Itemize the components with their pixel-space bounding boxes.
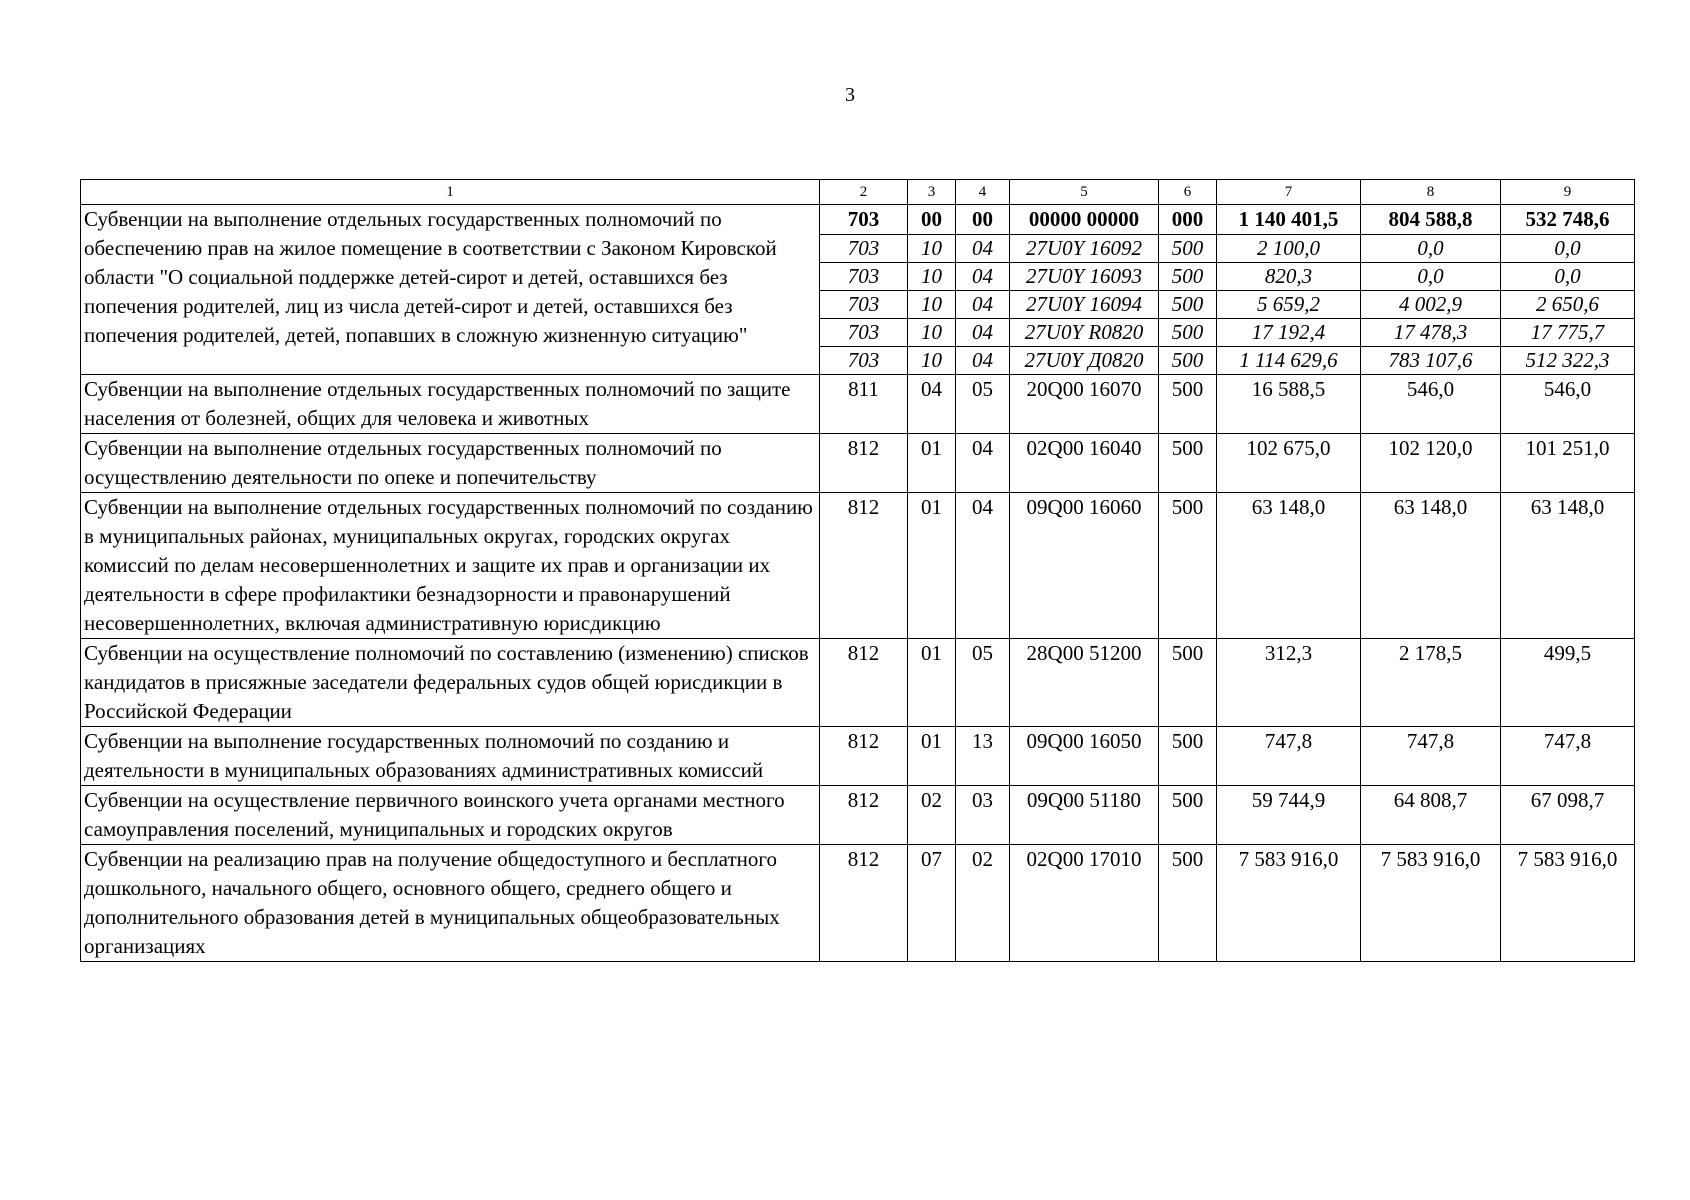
admin-code: 703	[820, 347, 908, 375]
admin-code: 703	[820, 235, 908, 263]
expense-type-code: 500	[1159, 845, 1217, 962]
target-article-code: 00000 00000	[1010, 205, 1159, 235]
row-description: Субвенции на выполнение отдельных государственных полномочий по защите населения от болезней, общих для человека и животных	[81, 375, 820, 434]
amount-year-1: 820,3	[1217, 263, 1361, 291]
table-row	[81, 205, 1635, 235]
section-code: 10	[908, 319, 956, 347]
admin-code: 811	[820, 375, 908, 434]
admin-code: 812	[820, 639, 908, 727]
target-article-code: 28Q00 51200	[1010, 639, 1159, 727]
admin-code: 812	[820, 727, 908, 786]
subsection-code: 04	[956, 347, 1010, 375]
section-code: 01	[908, 434, 956, 493]
amount-year-2: 4 002,9	[1361, 291, 1501, 319]
target-article-code: 27U0Y R0820	[1010, 319, 1159, 347]
amount-year-2: 7 583 916,0	[1361, 845, 1501, 962]
admin-code: 812	[820, 845, 908, 962]
expense-type-code: 500	[1159, 263, 1217, 291]
amount-year-3: 0,0	[1501, 263, 1635, 291]
amount-year-2: 783 107,6	[1361, 347, 1501, 375]
header-cell: 1	[81, 180, 820, 205]
admin-code: 703	[820, 205, 908, 235]
expense-type-code: 500	[1159, 493, 1217, 639]
section-code: 02	[908, 786, 956, 845]
table-row	[81, 375, 1635, 434]
page-number: 3	[845, 84, 855, 106]
amount-year-3: 17 775,7	[1501, 319, 1635, 347]
amount-year-1: 59 744,9	[1217, 786, 1361, 845]
column-number-header-row	[81, 180, 1635, 205]
subsection-code: 05	[956, 639, 1010, 727]
subsection-code: 04	[956, 263, 1010, 291]
header-cell: 7	[1217, 180, 1361, 205]
admin-code: 812	[820, 786, 908, 845]
amount-year-3: 532 748,6	[1501, 205, 1635, 235]
expense-type-code: 000	[1159, 205, 1217, 235]
amount-year-2: 0,0	[1361, 263, 1501, 291]
amount-year-1: 102 675,0	[1217, 434, 1361, 493]
amount-year-1: 5 659,2	[1217, 291, 1361, 319]
amount-year-3: 2 650,6	[1501, 291, 1635, 319]
section-code: 00	[908, 205, 956, 235]
amount-year-1: 16 588,5	[1217, 375, 1361, 434]
amount-year-3: 546,0	[1501, 375, 1635, 434]
amount-year-3: 63 148,0	[1501, 493, 1635, 639]
subsection-code: 03	[956, 786, 1010, 845]
header-cell: 9	[1501, 180, 1635, 205]
subsection-code: 00	[956, 205, 1010, 235]
section-code: 10	[908, 263, 956, 291]
expense-type-code: 500	[1159, 347, 1217, 375]
subsection-code: 04	[956, 493, 1010, 639]
amount-year-1: 1 140 401,5	[1217, 205, 1361, 235]
amount-year-2: 0,0	[1361, 235, 1501, 263]
amount-year-1: 63 148,0	[1217, 493, 1361, 639]
expense-type-code: 500	[1159, 235, 1217, 263]
target-article-code: 02Q00 17010	[1010, 845, 1159, 962]
amount-year-3: 499,5	[1501, 639, 1635, 727]
amount-year-1: 1 114 629,6	[1217, 347, 1361, 375]
target-article-code: 09Q00 51180	[1010, 786, 1159, 845]
amount-year-2: 63 148,0	[1361, 493, 1501, 639]
target-article-code: 02Q00 16040	[1010, 434, 1159, 493]
header-cell: 6	[1159, 180, 1217, 205]
table-row	[81, 434, 1635, 493]
target-article-code: 27U0Y 16094	[1010, 291, 1159, 319]
section-code: 01	[908, 639, 956, 727]
subsection-code: 04	[956, 319, 1010, 347]
subsection-code: 04	[956, 235, 1010, 263]
subsection-code: 04	[956, 434, 1010, 493]
section-code: 10	[908, 291, 956, 319]
row-description: Субвенции на выполнение отдельных государственных полномочий по осуществлению деятельности по опеке и попечительству	[81, 434, 820, 493]
expense-type-code: 500	[1159, 291, 1217, 319]
expense-type-code: 500	[1159, 375, 1217, 434]
header-cell: 8	[1361, 180, 1501, 205]
amount-year-3: 512 322,3	[1501, 347, 1635, 375]
header-cell: 3	[908, 180, 956, 205]
target-article-code: 27U0Y 16092	[1010, 235, 1159, 263]
admin-code: 703	[820, 291, 908, 319]
amount-year-1: 7 583 916,0	[1217, 845, 1361, 962]
table-row	[81, 727, 1635, 786]
target-article-code: 27U0Y Д0820	[1010, 347, 1159, 375]
amount-year-3: 67 098,7	[1501, 786, 1635, 845]
admin-code: 812	[820, 493, 908, 639]
amount-year-2: 102 120,0	[1361, 434, 1501, 493]
admin-code: 812	[820, 434, 908, 493]
amount-year-3: 0,0	[1501, 235, 1635, 263]
subsection-code: 02	[956, 845, 1010, 962]
amount-year-3: 7 583 916,0	[1501, 845, 1635, 962]
row-description: Субвенции на осуществление полномочий по составлению (изменению) списков кандидатов в присяжные заседатели федеральных судов общей юрисдикции в Российской Федерации	[81, 639, 820, 727]
target-article-code: 27U0Y 16093	[1010, 263, 1159, 291]
table-row	[81, 493, 1635, 639]
amount-year-2: 64 808,7	[1361, 786, 1501, 845]
row-description: Субвенции на выполнение государственных полномочий по созданию и деятельности в муниципальных образованиях административных комиссий	[81, 727, 820, 786]
section-code: 07	[908, 845, 956, 962]
amount-year-1: 312,3	[1217, 639, 1361, 727]
expense-type-code: 500	[1159, 319, 1217, 347]
section-code: 10	[908, 235, 956, 263]
expense-type-code: 500	[1159, 786, 1217, 845]
expense-type-code: 500	[1159, 727, 1217, 786]
header-cell: 4	[956, 180, 1010, 205]
subsection-code: 05	[956, 375, 1010, 434]
row-description: Субвенции на выполнение отдельных государственных полномочий по обеспечению прав на жилое помещение в соответствии с Законом Кировской области "О социальной поддержке детей-сирот и детей, оставшихся без попечения родителей, лиц из числа детей-сирот и детей, оставшихся без попечения родителей, детей, попавших в сложную жизненную ситуацию"	[81, 205, 820, 375]
budget-table	[80, 179, 1635, 962]
row-description: Субвенции на осуществление первичного воинского учета органами местного самоуправления поселений, муниципальных и городских округов	[81, 786, 820, 845]
expense-type-code: 500	[1159, 639, 1217, 727]
target-article-code: 09Q00 16060	[1010, 493, 1159, 639]
amount-year-2: 17 478,3	[1361, 319, 1501, 347]
amount-year-3: 101 251,0	[1501, 434, 1635, 493]
section-code: 01	[908, 493, 956, 639]
amount-year-2: 2 178,5	[1361, 639, 1501, 727]
admin-code: 703	[820, 319, 908, 347]
amount-year-1: 747,8	[1217, 727, 1361, 786]
amount-year-1: 2 100,0	[1217, 235, 1361, 263]
table-row	[81, 639, 1635, 727]
subsection-code: 04	[956, 291, 1010, 319]
table-row	[81, 845, 1635, 962]
section-code: 01	[908, 727, 956, 786]
target-article-code: 09Q00 16050	[1010, 727, 1159, 786]
expense-type-code: 500	[1159, 434, 1217, 493]
target-article-code: 20Q00 16070	[1010, 375, 1159, 434]
header-cell: 5	[1010, 180, 1159, 205]
admin-code: 703	[820, 263, 908, 291]
row-description: Субвенции на реализацию прав на получение общедоступного и бесплатного дошкольного, начального общего, основного общего, среднего общего и дополнительного образования детей в муниципальных общеобразовательных организациях	[81, 845, 820, 962]
table-row	[81, 786, 1635, 845]
amount-year-2: 546,0	[1361, 375, 1501, 434]
subsection-code: 13	[956, 727, 1010, 786]
section-code: 10	[908, 347, 956, 375]
amount-year-2: 804 588,8	[1361, 205, 1501, 235]
header-cell: 2	[820, 180, 908, 205]
amount-year-2: 747,8	[1361, 727, 1501, 786]
amount-year-1: 17 192,4	[1217, 319, 1361, 347]
amount-year-3: 747,8	[1501, 727, 1635, 786]
section-code: 04	[908, 375, 956, 434]
row-description: Субвенции на выполнение отдельных государственных полномочий по созданию в муниципальных районах, муниципальных округах, городских округах комиссий по делам несовершеннолетних и защите их прав и организации их деятельности в сфере профилактики безнадзорности и правонарушений несовершеннолетних, включая административную юрисдикцию	[81, 493, 820, 639]
